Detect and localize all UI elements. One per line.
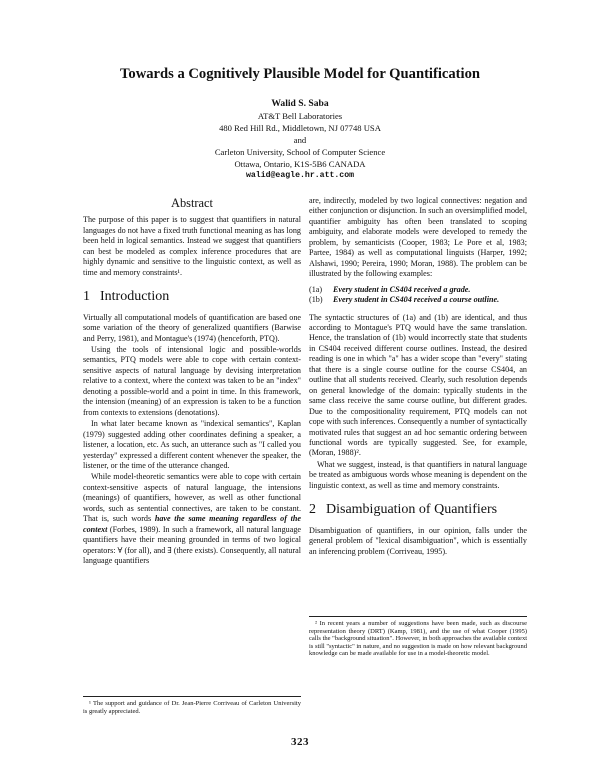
intro-paragraph-1: Virtually all computational models of quantification are based one some variation of the theory of generalized quantifiers (Barwise and Perry, 1981), and Montague's (1974) (henceforth, PTQ). <box>83 312 301 343</box>
example-text: Every student in CS404 received a course outline. <box>333 295 500 305</box>
affiliation-conjunction: and <box>293 135 307 145</box>
right-paragraph-2: The syntactic structures of (1a) and (1b) are identical, and thus according to Montague's PTQ would have the same translation. Hence, the translation of (1b) would incorrectly state that students in CS404 received different course outlines. Instead, the desired reading is one in which "a" has a wider scope than "every" stating that there is a single course outline for the course CS404, an outline that all students received. Clearly, such resolution depends on general knowledge of the domain: typically students in the same class receive the same course outline, but different grades. Due to the compositionality requirement, PTQ models can not cope with such inferences. Consequently a number of syntactically motivated rules that suggest an ad hoc semantic ordering between functional words are typically suggested. See, for example, (Moran, 1988)². <box>309 312 527 458</box>
example-1a <box>309 285 527 295</box>
example-label: (1b) <box>309 295 323 305</box>
section-title: Disambiguation of Quantifiers <box>326 502 498 518</box>
author-name: Walid S. Saba <box>271 98 329 109</box>
intro-paragraph-3: In what later became known as "indexical semantics", Kaplan (1979) suggested adding other coordinates defining a speaker, a listener, a location, etc. As such, an utterance such as "I called you yesterday" expressed a different content whenever the speaker, the listener, or the time of the utterance changed. <box>83 419 301 470</box>
disambiguation-paragraph-1: Disambiguation of quantifiers, in our opinion, falls under the general problem of "lexical disambiguation", which is essentially an inferencing problem (Corriveau, 1995). <box>309 525 527 556</box>
intro-paragraph-4 <box>83 472 301 566</box>
footnote-1-text: ¹ The support and guidance of Dr. Jean-Pierre Corriveau of Carleton University is greatly appreciated. <box>83 700 301 715</box>
section-heading-disambiguation <box>309 502 527 518</box>
intro-paragraph-2: Using the tools of intensional logic and possible-worlds semantics, PTQ models were able to cope with certain context-sensitive aspects of natural language by devising interpretation relative to a context, where the context was taken to be an "index" denoting a possible-world and a point in time. In this framework, the intension (meaning) of an expression is taken to be a function from contexts to extensions (denotations). <box>83 344 301 417</box>
section-number: 2 <box>309 502 316 518</box>
intro-p4-start: While model-theoretic semantics were able to cope with certain context-sensitive aspects of natural language, the intensions (meanings) of quantifiers, however, as well as other functional words, such as sentential connectives, are taken to be constant. That is, such words <box>83 472 301 524</box>
example-text: Every student in CS404 received a grade. <box>333 284 471 294</box>
address-2: Ottawa, Ontario, K1S-5B6 CANADA <box>234 159 366 169</box>
paper-title: Towards a Cognitively Plausible Model for Quantification <box>120 66 480 82</box>
section-title: Introduction <box>100 289 170 305</box>
footnote-1 <box>83 696 301 715</box>
example-label: (1a) <box>309 284 323 294</box>
examples <box>309 285 527 306</box>
section-number: 1 <box>83 289 90 305</box>
affiliation-2: Carleton University, School of Computer Science <box>214 147 386 157</box>
right-paragraph-3: What we suggest, instead, is that quantifiers in natural language be treated as ambiguous words whose meaning is dependent on the linguistic context, as well as time and memory constraints. <box>309 459 527 490</box>
left-column <box>83 198 301 567</box>
section-heading-introduction <box>83 289 301 305</box>
abstract <box>83 215 301 278</box>
author-email: walid@eagle.hr.att.com <box>245 171 355 180</box>
example-1b <box>309 295 527 305</box>
author-block <box>120 98 480 182</box>
page-number: 323 <box>291 736 309 748</box>
intro-p4-emphasis: have the same meaning regardless of the context <box>83 514 302 534</box>
abstract-text: The purpose of this paper is to suggest that quantifiers in natural languages do not have a fixed truth functional meaning as has long been held in logical semantics. Instead we suggest that quantifiers can best be modeled as complex inference procedures that are highly dynamic and sensitive to the linguistic context, as well as time and memory constraints¹. <box>83 215 301 277</box>
abstract-heading: Abstract <box>171 196 213 210</box>
footnote-2 <box>309 616 527 658</box>
affiliation-1: AT&T Bell Laboratories <box>257 111 343 121</box>
right-column <box>309 196 527 557</box>
footnote-2-text: ² In recent years a number of suggestions have been made, such as discourse representation theory (DRT) (Kamp, 1981), and the use of what Cooper (1995) calls the "background situation". However, in both approaches the available context is still "syntactic" in nature, and no suggestion is made on how relevant background knowledge can be made available for use in a model-theoretic model. <box>309 620 527 658</box>
right-paragraph-1: are, indirectly, modeled by two logical connectives: negation and either conjunction or disjunction. In such an oversimplified model, quantifier ambiguity has often been translated to scoping ambiguity, and elaborate models were developed to remedy the problem, by semanticists (Cooper, 1983; Le Pore et al, 1983; Partee, 1984) as well as computational linguists (Harper, 1992; Alshawi, 1990; Pereira, 1990; Moran, 1988). The problem can be illustrated by the following examples: <box>309 196 527 279</box>
intro-p4-end: (Forbes, 1989). In such a framework, all natural language quantifiers have their meaning grounded in terms of two logical operators: ∀ (for all), and ∃ (there exists). Consequently, all natural language quantifiers <box>83 524 301 566</box>
address-1: 480 Red Hill Rd., Middletown, NJ 07748 USA <box>219 123 381 133</box>
